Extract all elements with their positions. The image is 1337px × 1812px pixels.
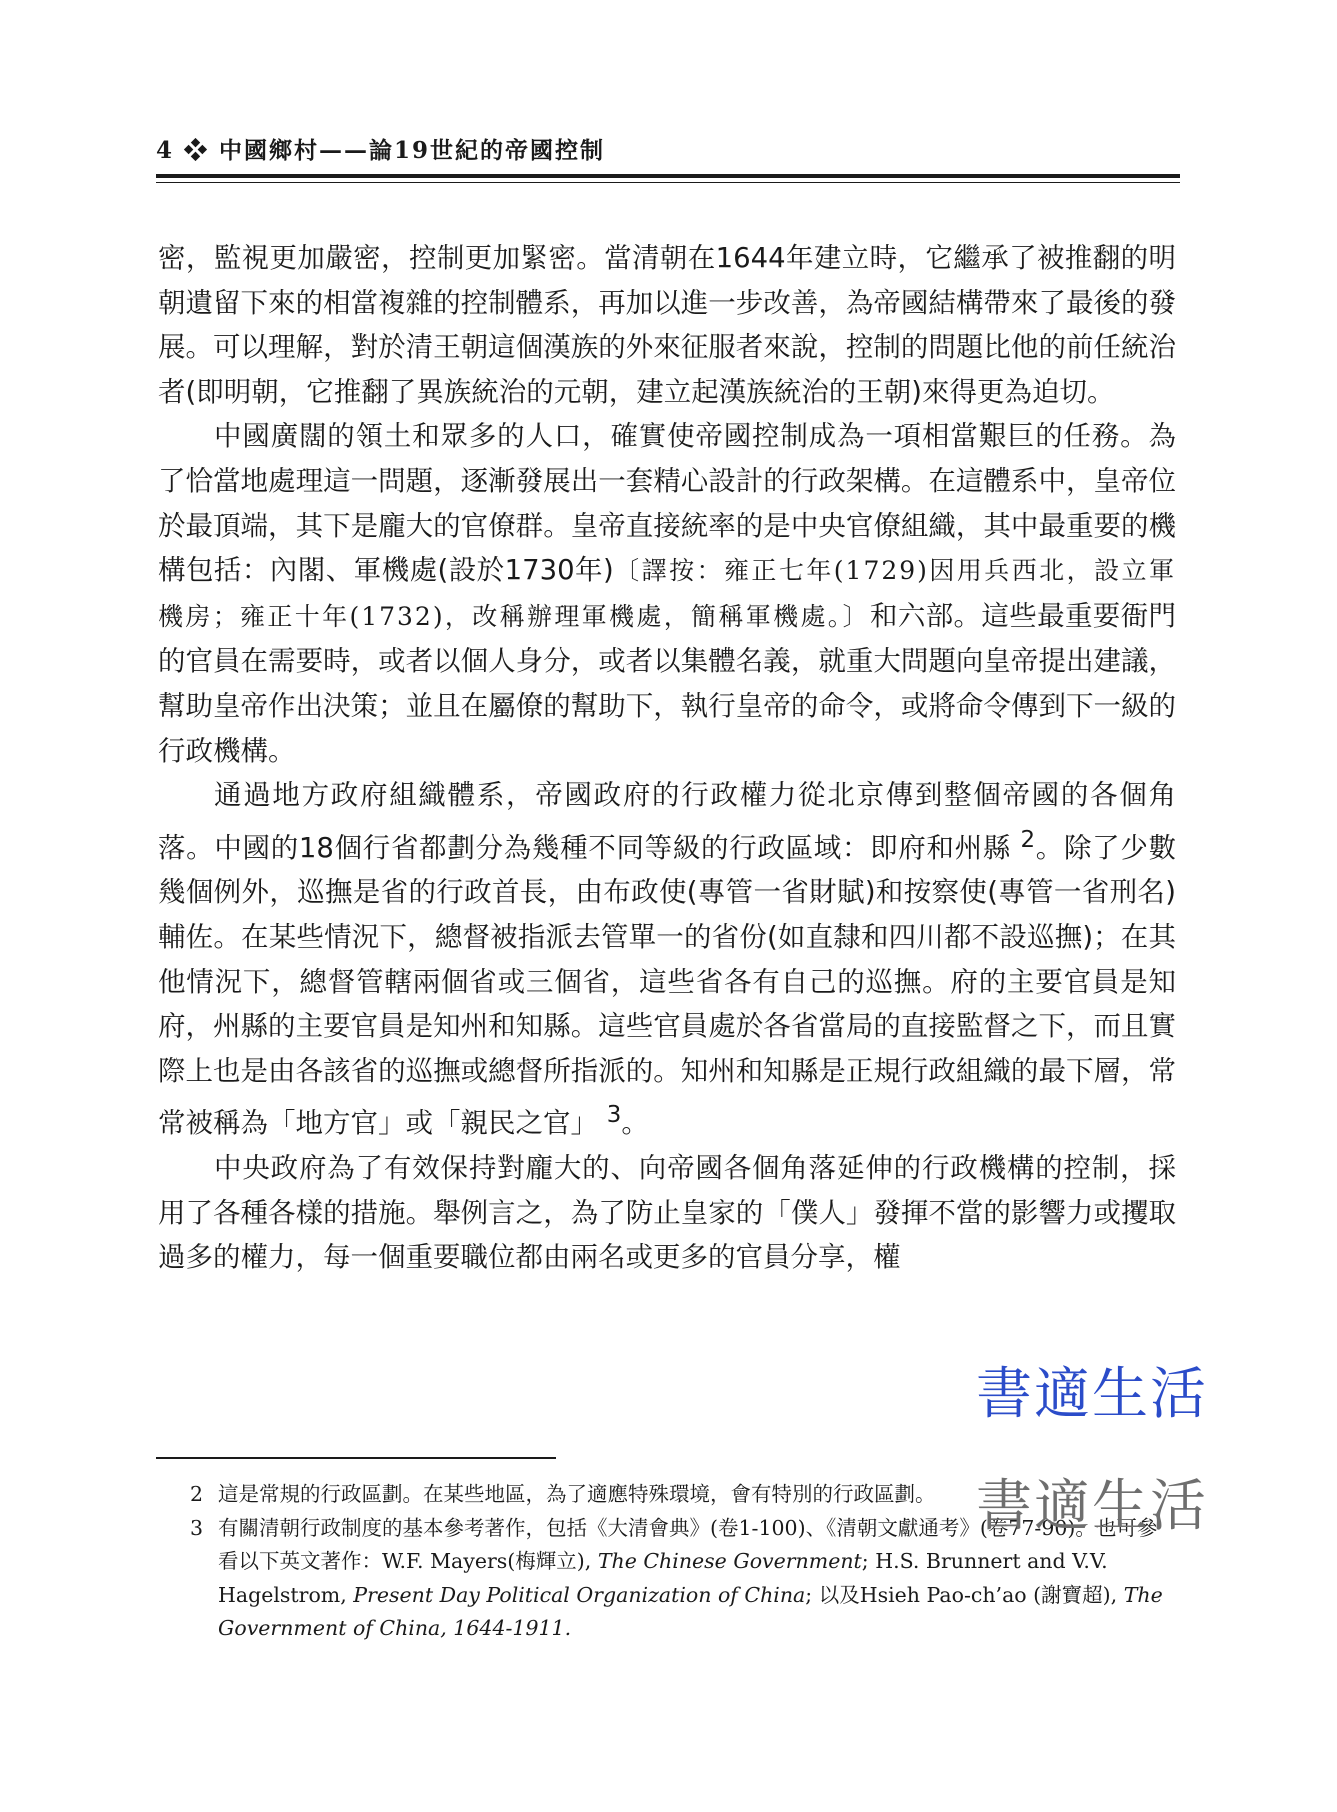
footnote-rule <box>156 1457 556 1459</box>
footnote-number: 2 <box>190 1482 204 1506</box>
running-head: 4 ❖ 中國鄉村——論19世紀的帝國控制 <box>156 137 606 164</box>
paragraph-2-part-a: 中國廣闊的領土和眾多的人口，確實使帝國控制成為一項相當艱巨的任務。為了恰當地處理這一問題，逐漸發展出一套精心設計的行政架構。在這體系中，皇帝位於最頂端，其下是龐大的官僚群。皇帝直接統率的是中央官僚組織，其中最重要的機構包括：內閣、軍機處(設於1730年) <box>158 420 1176 587</box>
paragraph-3 <box>158 773 1176 1146</box>
paragraph-3-part-c: 。 <box>621 1107 649 1140</box>
watermark-gray: 書適生活 <box>976 1474 1208 1539</box>
footnote-text-c: ; 以及Hsieh Pao-ch’ao (謝寶超), <box>805 1582 1124 1607</box>
book-title-government-of-china: The Government of China, 1644-1911. <box>218 1582 1163 1640</box>
footnote-number: 3 <box>190 1515 204 1540</box>
header-rule-thin <box>156 182 1180 183</box>
paragraph-4: 中央政府為了有效保持對龐大的、向帝國各個角落延伸的行政機構的控制，採用了各種各樣的措施。舉例言之，為了防止皇家的「僕人」發揮不當的影響力或攫取過多的權力，每一個重要職位都由兩名或更多的官員分享，權 <box>158 1152 1176 1274</box>
header-rule-thick <box>156 174 1180 178</box>
footnote-ref-3[interactable]: 3 <box>606 1102 622 1129</box>
paragraph-3-part-b: 。除了少數幾個例外，巡撫是省的行政首長，由布政使(專管一省財賦)和按察使(專管一省刑名)輔佐。在某些情況下，總督被指派去管單一的省份(如直隸和四川都不設巡撫)；在其他情況下，總督管轄兩個省或三個省，這些省各有自己的巡撫。府的主要官員是知府，州縣的主要官員是知州和知縣。這些官員處於各省當局的直接監督之下，而且實際上也是由各該省的巡撫或總督所指派的。知州和知縣是正規行政組織的最下層，常常被稱為「地方官」或「親民之官」 <box>158 831 1177 1140</box>
translator-note: 〔譯按：雍正七年(1729)因用兵西北，設立軍機房；雍正十年(1732)，改稱辦理軍機處，簡稱軍機處。〕 <box>158 556 1176 631</box>
paragraph-1: 密，監視更加嚴密，控制更加緊密。當清朝在1644年建立時，它繼承了被推翻的明朝遺留下來的相當複雜的控制體系，再加以進一步改善，為帝國結構帶來了最後的發展。可以理解，對於清王朝這個漢族的外來征服者來說，控制的問題比他的前任統治者(即明朝，它推翻了異族統治的元朝，建立起漢族統治的王朝)來得更為迫切。 <box>158 242 1176 408</box>
paragraph-3-part-a: 通過地方政府組織體系，帝國政府的行政權力從北京傳到整個帝國的各個角落。中國的18個行省都劃分為幾種不同等級的行政區域：即府和州縣 <box>158 779 1176 864</box>
book-title-political-organization: Present Day Political Organization of China <box>353 1582 806 1607</box>
footnote-text-b: ; H.S. Brunnert and V.V. Hagelstrom, <box>218 1549 1108 1607</box>
paragraph-2 <box>158 414 1176 773</box>
body-text <box>158 236 1176 1280</box>
watermark-blue: 書適生活 <box>976 1362 1208 1427</box>
footnote-ref-2[interactable]: 2 <box>1020 826 1036 853</box>
paragraph-2-part-b: 和六部。這些最重要衙門的官員在需要時，或者以個人身分，或者以集體名義，就重大問題向皇帝提出建議，幫助皇帝作出決策；並且在屬僚的幫助下，執行皇帝的命令，或將命令傳到下一級的行政機構。 <box>158 599 1177 767</box>
footnote-text: 這是常規的行政區劃。在某些地區，為了適應特殊環境，會有特別的行政區劃。 <box>218 1482 936 1506</box>
book-title-chinese-government: The Chinese Government <box>597 1549 862 1573</box>
footnote-text-a: 有關清朝行政制度的基本參考著作，包括《大清會典》(卷1-100)、《清朝文獻通考》(卷77-90)。也可參看以下英文著作：W.F. Mayers(梅輝立), <box>218 1515 1158 1573</box>
